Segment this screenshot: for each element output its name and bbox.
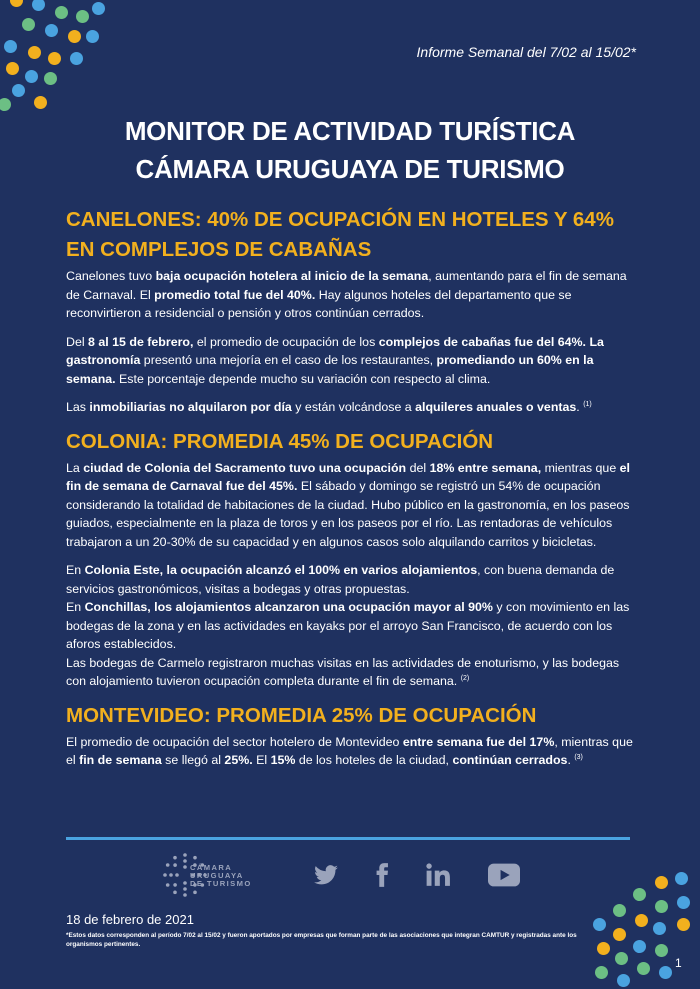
canelones-paragraph-3: Las inmobiliarias no alquilaron por día y están volcándose a alquileres anuales o ventas. $^{(1)}$ <box>66 400 592 414</box>
logo-dot <box>193 856 197 860</box>
decorative-dot <box>659 966 672 979</box>
montevideo-paragraph-1: El promedio de ocupación del sector hotelero de Montevideo entre semana fue del 17%, mientras que el fin de semana se llegó al 25%. El 15% de los hoteles de la ciudad, continúan cerrados. $^{(3)}$ <box>66 734 633 767</box>
linkedin-icon[interactable] <box>424 862 452 888</box>
logo-dot <box>169 873 173 877</box>
decorative-dot <box>48 52 61 65</box>
report-body <box>66 205 634 780</box>
decorative-dot <box>613 928 626 941</box>
decorative-dot <box>675 872 688 885</box>
logo-dot <box>183 859 187 863</box>
decorative-dot <box>10 0 23 7</box>
section-title-colonia: COLONIA: PROMEDIA 45% DE OCUPACIÓN <box>66 429 494 453</box>
logo-line-1: CÁMARA <box>190 863 233 872</box>
decorative-dot <box>34 96 47 109</box>
colonia-paragraph-2: En Colonia Este, la ocupación alcanzó el 100% en varios alojamientos, con buena demanda de servicios gastronómicos, visitas a bodegas y otras propuestas. En Conchillas, los alojamientos alcanzaron una ocupación mayor al 90% y con movimiento en las bodegas de la zona y en las actividades en kayaks por el arroyo San Francisco, de acuerdo con los aforos establecidos. Las bodegas de Carmelo registraron muchas visitas en las actividades de enoturismo, y las bodegas con alojamiento tuvieron ocupación completa durante el fin de semana. $^{(2)}$ <box>66 563 630 688</box>
decorative-dot <box>86 30 99 43</box>
logo-dot <box>183 893 187 897</box>
title-line-1: MONITOR DE ACTIVIDAD TURÍSTICA <box>124 116 576 146</box>
logo-dot <box>163 873 167 877</box>
decorative-dot <box>4 40 17 53</box>
decorative-dot <box>12 84 25 97</box>
decorative-dot <box>633 940 646 953</box>
canelones-paragraph-2: Del 8 al 15 de febrero, el promedio de ocupación de los complejos de cabañas fue del 64%. La gastronomía presentó una mejoría en el caso de los restaurantes, promediando un 60% en la semana. Este porcentaje depende mucho su variación con respecto al clima. <box>66 334 604 386</box>
decorative-dot <box>677 896 690 909</box>
logo-dot <box>183 887 187 891</box>
logo-dot <box>166 883 170 887</box>
facebook-icon[interactable] <box>368 862 396 888</box>
decorative-dot <box>637 962 650 975</box>
decorative-dot <box>593 918 606 931</box>
decorative-dot <box>76 10 89 23</box>
decorative-dot <box>595 966 608 979</box>
logo-line-3: DE TURISMO <box>190 879 252 888</box>
decorative-dot <box>0 98 11 111</box>
twitter-icon[interactable] <box>312 862 340 888</box>
decorative-dot <box>28 46 41 59</box>
publication-date: 18 de febrero de 2021 <box>66 912 194 927</box>
logo-dot <box>175 873 179 877</box>
logo-dot <box>183 865 187 869</box>
section-title-montevideo: MONTEVIDEO: PROMEDIA 25% DE OCUPACIÓN <box>66 703 537 727</box>
decorative-dot <box>45 24 58 37</box>
decorative-dot <box>597 942 610 955</box>
section-colonia <box>66 427 634 691</box>
section-title-canelones: CANELONES: 40% DE OCUPACIÓN EN HOTELES Y 64% EN COMPLEJOS DE CABAÑAS <box>66 208 614 261</box>
canelones-paragraph-1: Canelones tuvo baja ocupación hotelera al inicio de la semana, aumentando para el fin de semana de Carnaval. El promedio total fue del 40%. Hay algunos hoteles del departamento que se reconvirtieron a residencial o pensión y otros continúan cerrados. <box>66 269 627 320</box>
decorative-dot <box>655 900 668 913</box>
logo-dot <box>173 883 177 887</box>
decorative-dot <box>655 876 668 889</box>
logo-dot <box>173 856 177 860</box>
decorative-dot <box>55 6 68 19</box>
logo-dot <box>183 881 187 885</box>
decorative-dot <box>44 72 57 85</box>
colonia-paragraph-1: La ciudad de Colonia del Sacramento tuvo una ocupación del 18% entre semana, mientras que el fin de semana de Carnaval fue del 45%. El sábado y domingo se registró un 54% de ocupación considerando la totalidad de habitaciones de la ciudad. Hubo público en la gastronomía, en los paseos guiados, especialmente en la plaza de toros y en los paseos por el río. Las rentadoras de vehículos trabajaron a un 20-30% de su capacidad y en algunos casos solo alquilando carritos y bicicletas. <box>66 460 630 549</box>
bottom-right-dots <box>585 870 700 989</box>
decorative-dot <box>70 52 83 65</box>
decorative-dot <box>655 944 668 957</box>
decorative-dot <box>92 2 105 15</box>
decorative-dot <box>68 30 81 43</box>
page-title <box>0 112 700 188</box>
report-period-label: Informe Semanal del 7/02 al 15/02* <box>416 44 636 60</box>
logo-dot <box>183 853 187 857</box>
footnote: *Estos datos corresponden al período 7/02 al 15/02 y fueron aportados por empresas que forman parte de las asociaciones que integran CAMTUR y registradas ante los organismos pertinentes. <box>66 932 577 948</box>
decorative-dot <box>25 70 38 83</box>
camtur-logo-text <box>190 864 252 888</box>
footer-divider <box>66 837 630 840</box>
decorative-dot <box>32 0 45 11</box>
top-left-dots <box>0 0 110 120</box>
decorative-dot <box>6 62 19 75</box>
logo-line-2: URUGUAYA <box>190 871 244 880</box>
decorative-dot <box>653 922 666 935</box>
youtube-icon[interactable] <box>488 862 520 888</box>
title-line-2: CÁMARA URUGUAYA DE TURISMO <box>135 154 565 184</box>
decorative-dot <box>617 974 630 987</box>
section-montevideo <box>66 701 634 770</box>
footer-logos <box>160 850 530 900</box>
logo-dot <box>166 863 170 867</box>
decorative-dot <box>615 952 628 965</box>
decorative-dot <box>635 914 648 927</box>
decorative-dot <box>633 888 646 901</box>
decorative-dot <box>677 918 690 931</box>
logo-dot <box>173 891 177 895</box>
section-canelones <box>66 205 634 417</box>
decorative-dot <box>22 18 35 31</box>
page-number: 1 <box>675 956 682 970</box>
logo-dot <box>193 891 197 895</box>
logo-dot <box>173 863 177 867</box>
decorative-dot <box>613 904 626 917</box>
